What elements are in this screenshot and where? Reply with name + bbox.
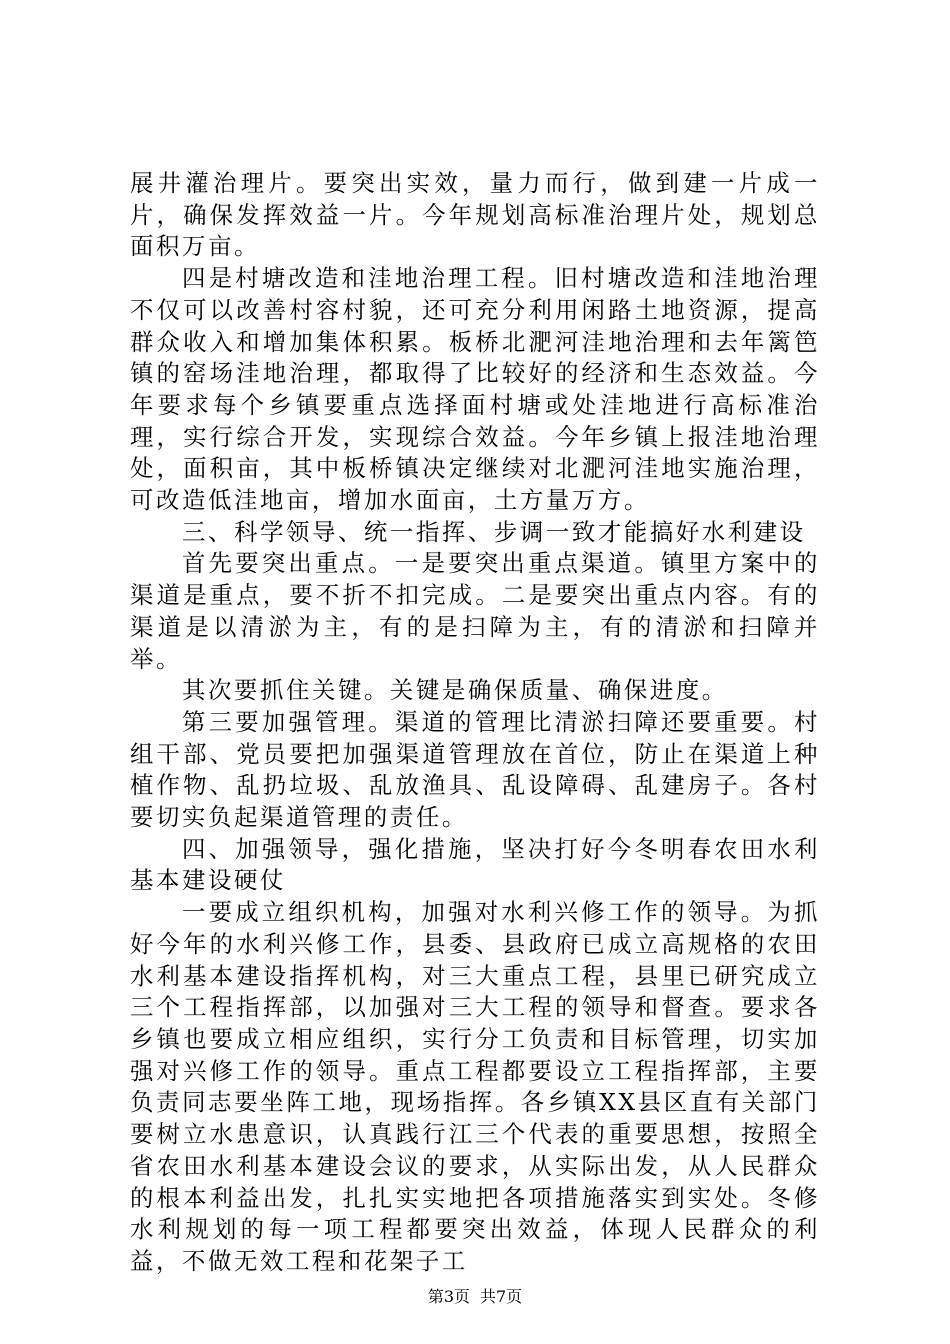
paragraph-4: 首先要突出重点。一是要突出重点渠道。镇里方案中的渠道是重点，要不折不扣完成。二是要突出重点内容。有的渠道是以清淤为主，有的是扫障为主，有的清淤和扫障并举。 bbox=[130, 549, 820, 673]
paragraph-2: 四是村塘改造和洼地治理工程。旧村塘改造和洼地治理不仅可以改善村容村貌，还可充分利用闲路土地资源，提高群众收入和增加集体积累。板桥北淝河洼地治理和去年篱笆镇的窑场洼地治理，都取得了比较好的经济和生态效益。今年要求每个乡镇要重点选择面村塘或处洼地进行高标准治理，实行综合开发，实现综合效益。今年乡镇上报洼地治理处，面积亩，其中板桥镇决定继续对北淝河洼地实施治理，可改造低洼地亩，增加水面亩，土方量万方。 bbox=[130, 264, 820, 515]
paragraph-1: 展井灌治理片。要突出实效，量力而行，做到建一片成一片，确保发挥效益一片。今年规划高标准治理片处，规划总面积万亩。 bbox=[130, 169, 820, 261]
section-heading-3: 三、科学领导、统一指挥、步调一致才能搞好水利建设 bbox=[182, 517, 806, 546]
section-heading-4: 四、加强领导，强化措施，坚决打好今冬明春农田水利基本建设硬仗 bbox=[130, 834, 820, 895]
page-footer bbox=[0, 1287, 950, 1307]
page-total: 共7页 bbox=[480, 1287, 523, 1306]
paragraph-6: 第三要加强管理。渠道的管理比清淤扫障还要重要。村组干部、党员要把加强渠道管理放在首位，防止在渠道上种植作物、乱扔垃圾、乱放渔具、乱设障碍、乱建房子。各村要切实负起渠道管理的责任。 bbox=[130, 707, 820, 832]
paragraph-8: 一要成立组织机构，加强对水利兴修工作的领导。为抓好今年的水利兴修工作，县委、县政府已成立高规格的农田水利基本建设指挥机构，对三大重点工程，县里已研究成立三个工程指挥部，以加强对三大工程的领导和督查。要求各乡镇也要成立相应组织，实行分工负责和目标管理，切实加强对兴修工作的领导。重点工程都要设立工程指挥部，主要负责同志要坐阵工地，现场指挥。各乡镇XX县区直有关部门要树立水患意识，认真践行江三个代表的重要思想，按照全省农田水利基本建设会议的要求，从实际出发，从人民群众的根本利益出发，扎扎实实地把各项措施落实到实处。冬修水利规划的每一项工程都要突出效益，体现人民群众的利益，不做无效工程和花架子工 bbox=[130, 898, 820, 1275]
paragraph-5: 其次要抓住关键。关键是确保质量、确保进度。 bbox=[182, 676, 728, 705]
page-number: 第3页 bbox=[427, 1287, 470, 1306]
document-body bbox=[130, 168, 820, 1278]
